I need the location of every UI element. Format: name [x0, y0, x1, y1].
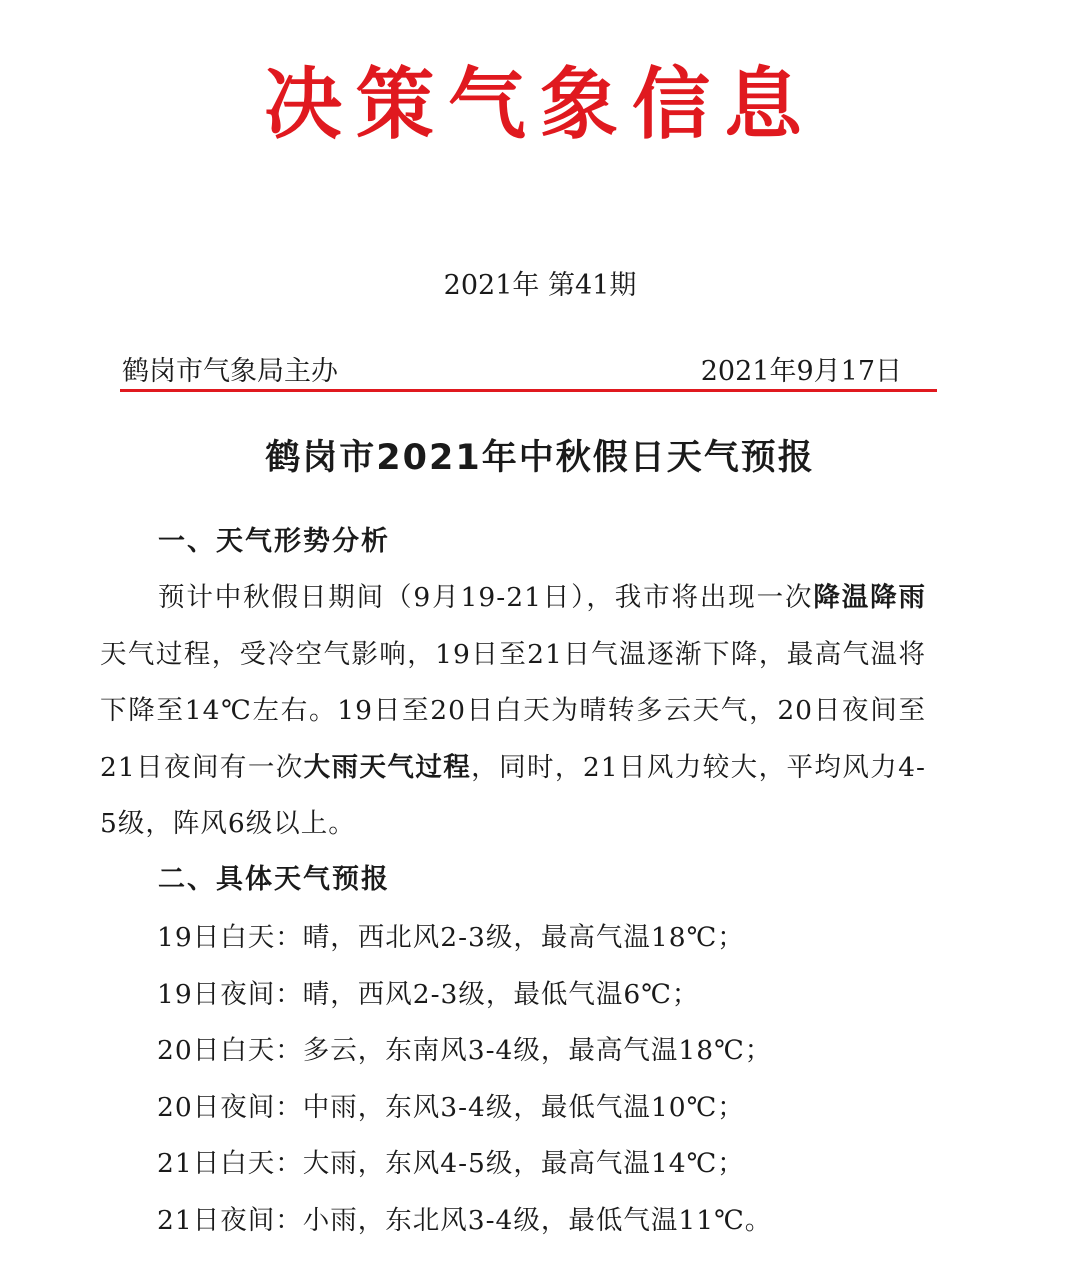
issue-number: 2021年 第41期 — [443, 270, 637, 301]
red-divider — [120, 389, 937, 392]
forecast-item: 19日白天：晴，西北风2-3级，最高气温18℃； — [157, 922, 745, 953]
analysis-paragraph — [100, 570, 926, 853]
document-title: 鹤岗市2021年中秋假日天气预报 — [265, 438, 815, 478]
forecast-item: 20日夜间：中雨，东风3-4级，最低气温10℃； — [157, 1091, 745, 1123]
forecast-item: 19日夜间：晴，西风2-3级，最低气温6℃； — [157, 978, 700, 1010]
forecast-item: 21日夜间：小雨，东北风3-4级，最低气温11℃。 — [157, 1204, 773, 1236]
paragraph-run: ，同时，21日风力较大，平均风力4-5级，阵风6级以上。 — [100, 751, 926, 839]
issue-date: 2021年9月17日 — [700, 356, 902, 387]
forecast-item: 20日白天：多云，东南风3-4级，最高气温18℃； — [157, 1035, 773, 1066]
paragraph-run-bold: 降温降雨 — [813, 582, 926, 613]
paragraph-run: 预计中秋假日期间（9月19-21日），我市将出现一次 — [158, 582, 814, 613]
issuer-row — [122, 354, 902, 390]
forecast-list — [157, 910, 957, 1249]
masthead-title: 决策气象信息 — [263, 60, 816, 150]
paragraph-run-bold: 大雨天气过程 — [303, 751, 472, 783]
section-heading-analysis: 一、天气形势分析 — [158, 526, 390, 557]
paragraph-run: 天气过程，受冷空气影响，19日至21日气温逐渐下降，最高气温将下降至14℃左右。19日至20日白天为晴转多云天气，20日夜间至21日夜间有一次 — [100, 638, 926, 783]
forecast-item: 21日白天：大雨，东风4-5级，最高气温14℃； — [157, 1148, 745, 1179]
section-heading-forecast: 二、具体天气预报 — [158, 864, 390, 895]
issuer-organizer: 鹤岗市气象局主办 — [122, 356, 338, 387]
